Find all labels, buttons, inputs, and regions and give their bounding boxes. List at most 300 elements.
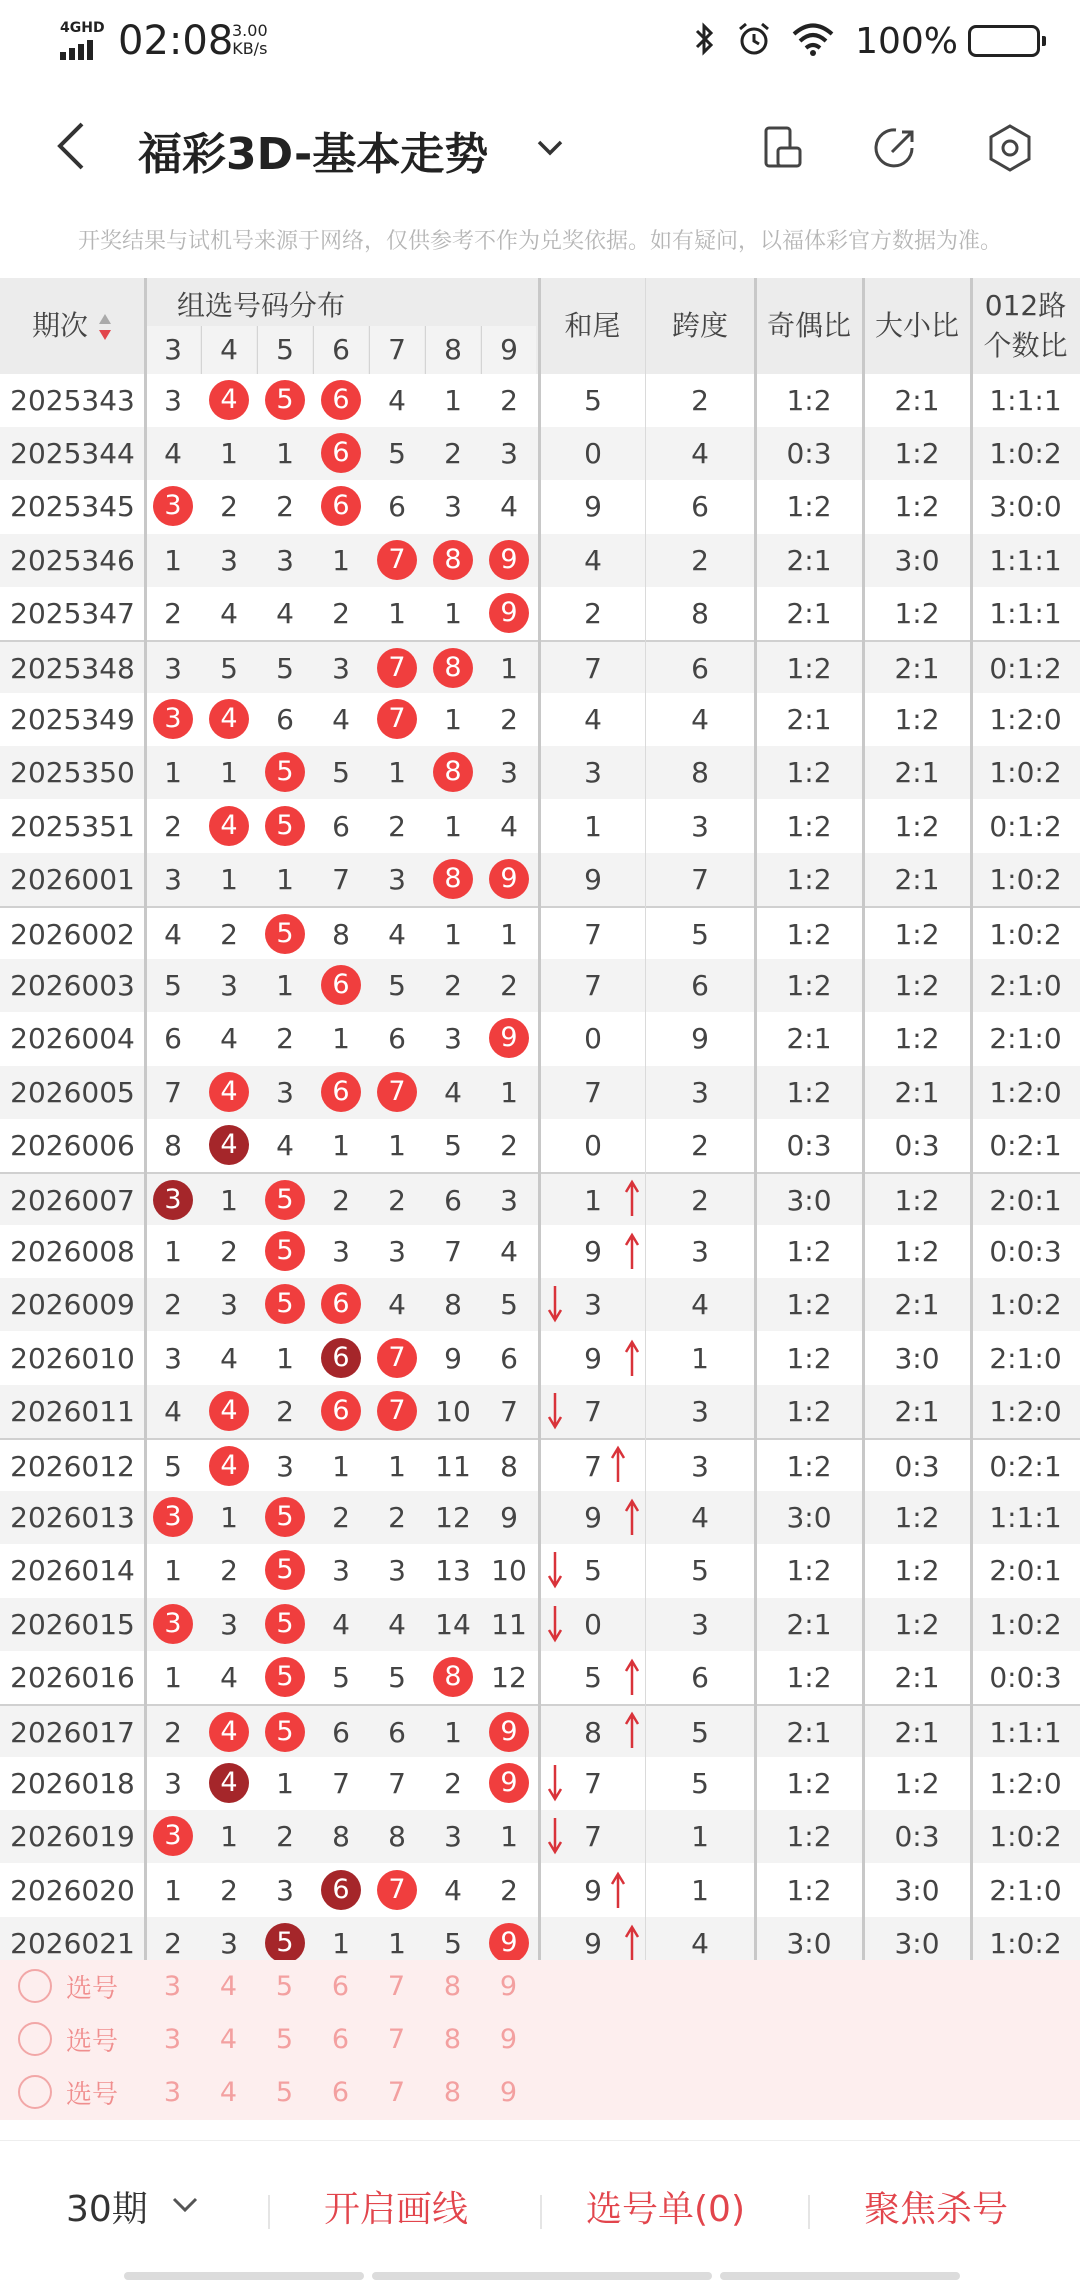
big-small-cell: 2:1 (894, 1660, 940, 1694)
omission-count-cell: 7 (332, 1767, 350, 1801)
omission-count-cell: 1 (388, 1128, 406, 1162)
big-small-cell: 2:1 (894, 652, 940, 685)
omission-count-cell: 9 (444, 1341, 462, 1375)
omission-count-cell: 4 (164, 437, 182, 471)
drawn-number-ball: 9 (489, 593, 529, 633)
portrait-phone-icon[interactable] (756, 120, 812, 176)
big-small-cell: 1:2 (894, 1235, 940, 1269)
omission-count-cell: 4 (500, 809, 518, 843)
status-bar (0, 0, 1080, 84)
big-small-header: 大小比 (874, 309, 959, 342)
big-small-cell: 1:2 (894, 703, 940, 737)
drawn-number-ball: 9 (489, 1018, 529, 1058)
period-cell: 2026008 (10, 1235, 135, 1269)
big-small-cell: 1:2 (894, 809, 940, 843)
digit-header: 7 (369, 326, 424, 374)
drawn-number-ball: 6 (321, 380, 361, 420)
omission-count-cell: 2 (276, 1820, 294, 1854)
odd-even-cell: 3:0 (786, 1926, 832, 1960)
big-small-cell: 1:2 (894, 490, 940, 524)
omission-count-cell: 2 (444, 1767, 462, 1801)
toolbar-divider (808, 2195, 810, 2229)
drawn-number-ball: 5 (265, 1604, 305, 1644)
trend-up-arrow-icon (622, 1497, 642, 1537)
omission-count-cell: 6 (388, 490, 406, 524)
omission-count-cell: 1 (220, 862, 238, 896)
omission-count-cell: 2 (164, 809, 182, 843)
odd-even-cell: 1:2 (786, 1288, 832, 1322)
chevron-down-icon[interactable] (170, 2193, 200, 2217)
odd-even-cell: 1:2 (786, 1235, 832, 1269)
omission-count-cell: 3 (388, 862, 406, 896)
span-cell: 4 (691, 1501, 709, 1535)
odd-even-cell: 1:2 (786, 384, 832, 417)
pick-digit[interactable]: 8 (443, 2077, 462, 2109)
pick-row (0, 2066, 1080, 2119)
period-cell: 2025346 (10, 543, 135, 577)
pick-digit[interactable]: 6 (331, 2077, 350, 2109)
big-small-cell: 2:1 (894, 1288, 940, 1322)
period-cell: 2026012 (10, 1450, 135, 1483)
period-cell: 2025344 (10, 437, 135, 471)
period-cell: 2026021 (10, 1926, 135, 1960)
omission-count-cell: 2 (444, 969, 462, 1003)
omission-count-cell: 5 (276, 652, 294, 685)
span-cell: 3 (691, 1235, 709, 1269)
omission-count-cell: 1 (388, 1926, 406, 1960)
drawn-number-ball: 5 (265, 1712, 305, 1752)
period-cell: 2026001 (10, 862, 135, 896)
home-indicator (720, 2272, 960, 2280)
column-divider (538, 278, 541, 2118)
omission-count-cell: 8 (444, 1288, 462, 1322)
sum-tail-cell: 5 (584, 1554, 602, 1588)
route-012-cell: 1:1:1 (989, 596, 1062, 630)
route-012-cell: 1:0:2 (989, 1607, 1062, 1641)
span-cell: 6 (691, 1660, 709, 1694)
pick-digit[interactable]: 5 (275, 2024, 294, 2056)
omission-count-cell: 1 (164, 1873, 182, 1907)
route-012-cell: 1:2:0 (989, 1394, 1062, 1428)
sum-tail-cell: 5 (584, 384, 602, 417)
route-012-cell: 0:0:3 (989, 1660, 1062, 1694)
pick-label: 选号 (66, 1974, 119, 2004)
span-cell: 2 (691, 1184, 709, 1217)
omission-count-cell: 3 (500, 437, 518, 471)
toolbar-divider (268, 2195, 270, 2229)
route-012-cell: 1:0:2 (989, 437, 1062, 471)
omission-count-cell: 2 (276, 490, 294, 524)
page-title[interactable]: 福彩3D-基本走势 (138, 129, 489, 180)
digit-header: 8 (425, 326, 480, 374)
drawn-number-ball: 9 (489, 1923, 529, 1963)
drawn-number-ball: 7 (377, 648, 417, 688)
pick-label: 选号 (66, 2027, 119, 2058)
omission-count-cell: 3 (444, 1820, 462, 1854)
pick-digit[interactable]: 8 (443, 2024, 462, 2056)
drawn-number-ball: 7 (377, 540, 417, 580)
span-cell: 4 (691, 437, 709, 471)
odd-even-cell: 1:2 (786, 1075, 832, 1109)
drawn-number-ball: 6 (321, 486, 361, 526)
odd-even-cell: 2:1 (786, 1716, 832, 1749)
omission-count-cell: 1 (332, 1926, 350, 1960)
drawn-number-ball: 3 (153, 1497, 193, 1537)
digit-header: 5 (257, 326, 312, 374)
omission-count-cell: 2 (164, 1716, 182, 1749)
pick-digit[interactable]: 9 (499, 1971, 518, 2002)
omission-count-cell: 1 (276, 862, 294, 896)
bluetooth-icon (693, 21, 717, 61)
big-small-cell: 1:2 (894, 1554, 940, 1588)
omission-count-cell: 3 (220, 1607, 238, 1641)
span-cell: 1 (691, 1341, 709, 1375)
network-speed (232, 22, 268, 58)
pick-digit[interactable]: 4 (219, 2077, 238, 2109)
home-indicator (124, 2272, 364, 2280)
pick-digit[interactable]: 3 (163, 2077, 182, 2109)
omission-count-cell: 3 (500, 756, 518, 790)
route-012-cell: 1:2:0 (989, 703, 1062, 737)
span-header: 跨度 (671, 309, 728, 342)
span-cell: 2 (691, 543, 709, 577)
sum-tail-cell: 0 (584, 1022, 602, 1056)
period-header[interactable] (0, 278, 145, 374)
period-cell: 2026017 (10, 1716, 135, 1749)
omission-count-cell: 3 (164, 1767, 182, 1801)
trend-up-arrow-icon (622, 1178, 642, 1218)
trend-up-arrow-icon (622, 1231, 642, 1271)
span-cell: 5 (691, 1716, 709, 1749)
sum-tail-cell: 4 (584, 543, 602, 577)
omission-count-cell: 5 (332, 756, 350, 790)
odd-even-cell: 2:1 (786, 1607, 832, 1641)
period-count-selector[interactable]: 30期 (66, 2189, 148, 2230)
route-012-cell: 2:1:0 (989, 1022, 1062, 1056)
omission-count-cell: 4 (164, 1394, 182, 1428)
drawn-number-ball: 6 (321, 433, 361, 473)
odd-even-cell: 0:3 (786, 1128, 832, 1162)
period-cell: 2026014 (10, 1554, 135, 1588)
omission-count-cell: 7 (388, 1767, 406, 1801)
period-cell: 2026009 (10, 1288, 135, 1322)
odd-even-cell: 1:2 (786, 490, 832, 524)
sum-tail-cell: 7 (584, 1820, 602, 1854)
sum-tail-cell: 9 (584, 1873, 602, 1907)
omission-count-cell: 4 (220, 1660, 238, 1694)
drawn-number-ball: 4 (209, 699, 249, 739)
omission-count-cell: 5 (164, 969, 182, 1003)
odd-even-cell: 1:2 (786, 1660, 832, 1694)
route-012-cell: 1:0:2 (989, 918, 1062, 951)
pick-digit[interactable]: 5 (275, 1971, 294, 2002)
trend-up-arrow-icon (622, 1338, 642, 1378)
omission-count-cell: 3 (276, 1873, 294, 1907)
group-distribution-label: 组选号码分布 (177, 289, 346, 322)
odd-even-cell: 3:0 (786, 1501, 832, 1535)
period-cell: 2026018 (10, 1767, 135, 1801)
omission-count-cell: 11 (491, 1607, 527, 1641)
pick-digit[interactable]: 8 (443, 1971, 462, 2002)
omission-count-cell: 2 (500, 384, 518, 417)
column-divider (970, 278, 973, 2118)
omission-count-cell: 3 (220, 543, 238, 577)
odd-even-cell: 1:2 (786, 1554, 832, 1588)
period-cell: 2026002 (10, 918, 135, 951)
big-small-cell: 3:0 (894, 543, 940, 577)
back-button[interactable] (48, 116, 98, 176)
pick-digit[interactable]: 9 (499, 2024, 518, 2056)
trend-down-arrow-icon (545, 1550, 565, 1590)
period-cell: 2026006 (10, 1128, 135, 1162)
span-cell: 5 (691, 1554, 709, 1588)
omission-count-cell: 3 (332, 1554, 350, 1588)
route-012-cell: 3:0:0 (989, 490, 1062, 524)
odd-even-cell: 1:2 (786, 1873, 832, 1907)
pick-digit[interactable]: 7 (387, 2024, 406, 2056)
trend-up-arrow-icon (608, 1444, 628, 1484)
focus-kill-button[interactable]: 聚焦杀号 (864, 2189, 1009, 2230)
omission-count-cell: 1 (388, 596, 406, 630)
signal-icon (58, 20, 106, 60)
chevron-down-icon[interactable] (530, 128, 570, 168)
omission-count-cell: 2 (332, 1184, 350, 1217)
omission-count-cell: 1 (276, 1341, 294, 1375)
pick-radio[interactable] (18, 1969, 52, 2003)
omission-count-cell: 5 (500, 1288, 518, 1322)
omission-count-cell: 1 (332, 543, 350, 577)
omission-count-cell: 1 (444, 384, 462, 417)
route-012-cell: 2:0:1 (989, 1184, 1062, 1217)
omission-count-cell: 4 (220, 596, 238, 630)
sum-tail-cell: 3 (584, 756, 602, 790)
route-012-cell: 2:0:1 (989, 1554, 1062, 1588)
home-indicator (372, 2272, 712, 2280)
omission-count-cell: 2 (220, 490, 238, 524)
odd-even-cell: 2:1 (786, 543, 832, 577)
bottom-toolbar (0, 2140, 1080, 2280)
drawn-number-ball: 6 (321, 1284, 361, 1324)
omission-count-cell: 1 (388, 756, 406, 790)
omission-count-cell: 12 (491, 1660, 527, 1694)
drawn-number-ball: 8 (433, 752, 473, 792)
odd-even-cell: 1:2 (786, 756, 832, 790)
omission-count-cell: 5 (444, 1128, 462, 1162)
drawn-number-ball: 9 (489, 1763, 529, 1803)
route-012-cell: 2:1:0 (989, 1341, 1062, 1375)
big-small-cell: 1:2 (894, 1767, 940, 1801)
period-cell: 2026015 (10, 1607, 135, 1641)
omission-count-cell: 3 (444, 490, 462, 524)
omission-count-cell: 2 (276, 1394, 294, 1428)
omission-count-cell: 2 (164, 1926, 182, 1960)
pick-digit[interactable]: 7 (387, 1971, 406, 2002)
drawn-number-ball: 5 (265, 752, 305, 792)
drawn-number-ball: 3 (153, 1604, 193, 1644)
period-cell: 2026004 (10, 1022, 135, 1056)
odd-even-header: 奇偶比 (766, 309, 851, 342)
trend-up-arrow-icon (608, 1870, 628, 1910)
omission-count-cell: 6 (332, 1716, 350, 1749)
period-cell: 2026010 (10, 1341, 135, 1375)
route-012-cell: 1:0:2 (989, 862, 1062, 896)
omission-count-cell: 3 (164, 1341, 182, 1375)
omission-count-cell: 12 (435, 1501, 471, 1535)
period-cell: 2026005 (10, 1075, 135, 1109)
drawn-number-ball: 7 (377, 1870, 417, 1910)
pick-digit[interactable]: 9 (499, 2077, 518, 2109)
route-012-cell: 2:1:0 (989, 969, 1062, 1003)
period-cell: 2026020 (10, 1873, 135, 1907)
big-small-cell: 2:1 (894, 1394, 940, 1428)
trend-down-arrow-icon (545, 1816, 565, 1856)
omission-count-cell: 1 (164, 543, 182, 577)
omission-count-cell: 2 (500, 1873, 518, 1907)
omission-count-cell: 2 (220, 1873, 238, 1907)
digit-header: 9 (481, 326, 536, 374)
sum-tail-cell: 3 (584, 1288, 602, 1322)
pick-digit[interactable]: 4 (219, 1971, 238, 2002)
sum-tail-cell: 8 (584, 1716, 602, 1749)
pick-digit[interactable]: 3 (163, 2024, 182, 2056)
span-cell: 8 (691, 596, 709, 630)
drawn-number-ball: 6 (321, 1391, 361, 1431)
omission-count-cell: 4 (444, 1075, 462, 1109)
sum-tail-cell: 1 (584, 1184, 602, 1217)
sum-tail-cell: 7 (584, 1075, 602, 1109)
omission-count-cell: 1 (164, 756, 182, 790)
group-distribution-header (145, 278, 540, 324)
period-cell: 2025343 (10, 384, 135, 417)
omission-count-cell: 4 (388, 384, 406, 417)
omission-count-cell: 2 (388, 1184, 406, 1217)
omission-count-cell: 3 (164, 652, 182, 685)
big-small-cell: 2:1 (894, 756, 940, 790)
sum-tail-cell: 1 (584, 809, 602, 843)
omission-count-cell: 2 (220, 1235, 238, 1269)
drawn-number-ball: 6 (321, 1072, 361, 1112)
trend-up-arrow-icon (622, 1923, 642, 1963)
omission-count-cell: 4 (444, 1873, 462, 1907)
omission-count-cell: 7 (444, 1235, 462, 1269)
drawn-number-ball: 5 (265, 1231, 305, 1271)
drawn-number-ball: 5 (265, 1497, 305, 1537)
route-012-header (971, 286, 1080, 366)
status-time: 02:08 (118, 18, 234, 64)
drawn-number-ball: 9 (489, 1712, 529, 1752)
drawn-number-ball: 7 (377, 1338, 417, 1378)
period-cell: 2025351 (10, 809, 135, 843)
drawn-number-ball: 3 (153, 699, 193, 739)
period-cell: 2026011 (10, 1394, 135, 1428)
period-cell: 2026013 (10, 1501, 135, 1535)
omission-count-cell: 8 (332, 918, 350, 951)
big-small-cell: 1:2 (894, 437, 940, 471)
omission-count-cell: 2 (500, 1128, 518, 1162)
omission-count-cell: 1 (276, 969, 294, 1003)
span-cell: 1 (691, 1873, 709, 1907)
big-small-cell: 1:2 (894, 1607, 940, 1641)
omission-count-cell: 2 (220, 918, 238, 951)
period-cell: 2025350 (10, 756, 135, 790)
odd-even-cell: 1:2 (786, 1450, 832, 1483)
span-cell: 6 (691, 652, 709, 685)
route-012-cell: 1:0:2 (989, 1820, 1062, 1854)
span-cell: 3 (691, 1607, 709, 1641)
big-small-cell: 0:3 (894, 1450, 940, 1483)
omission-count-cell: 1 (332, 1450, 350, 1483)
pick-list-button[interactable]: 选号单(0) (586, 2189, 745, 2230)
pick-digit[interactable]: 6 (331, 1971, 350, 2002)
odd-even-cell: 1:2 (786, 809, 832, 843)
drawn-number-ball: 7 (377, 1391, 417, 1431)
omission-count-cell: 2 (332, 596, 350, 630)
omission-count-cell: 5 (220, 652, 238, 685)
big-small-cell: 1:2 (894, 1022, 940, 1056)
share-icon[interactable] (868, 120, 924, 176)
sum-tail-cell: 9 (584, 1926, 602, 1960)
omission-count-cell: 3 (444, 1022, 462, 1056)
pick-digit[interactable]: 3 (163, 1971, 182, 2002)
sum-tail-cell: 9 (584, 1501, 602, 1535)
settings-icon[interactable] (982, 120, 1038, 176)
pick-digit[interactable]: 5 (275, 2077, 294, 2109)
big-small-cell: 3:0 (894, 1873, 940, 1907)
pick-radio[interactable] (18, 2022, 52, 2056)
disclaimer-text: 开奖结果与试机号来源于网络，仅供参考不作为兑奖依据。如有疑问，以福体彩官方数据为准。 (77, 229, 1002, 254)
drawn-number-ball: 5 (265, 806, 305, 846)
big-small-cell: 0:3 (894, 1128, 940, 1162)
sum-tail-cell: 9 (584, 490, 602, 524)
omission-count-cell: 2 (332, 1501, 350, 1535)
pick-digit[interactable]: 6 (331, 2024, 350, 2056)
route-012-cell: 0:2:1 (989, 1128, 1062, 1162)
span-cell: 5 (691, 918, 709, 951)
drawn-number-ball: 6 (321, 1870, 361, 1910)
omission-count-cell: 6 (500, 1341, 518, 1375)
pick-digit[interactable]: 7 (387, 2077, 406, 2109)
big-small-cell: 2:1 (894, 862, 940, 896)
big-small-cell: 2:1 (894, 1716, 940, 1749)
drawn-number-ball: 5 (265, 380, 305, 420)
odd-even-cell: 1:2 (786, 1820, 832, 1854)
odd-even-cell: 2:1 (786, 1022, 832, 1056)
big-small-cell: 2:1 (894, 384, 940, 417)
route-012-cell: 1:2:0 (989, 1075, 1062, 1109)
omission-count-cell: 4 (500, 490, 518, 524)
period-cell: 2026019 (10, 1820, 135, 1854)
pick-radio[interactable] (18, 2075, 52, 2109)
big-small-cell: 1:2 (894, 918, 940, 951)
omission-count-cell: 6 (444, 1184, 462, 1217)
drawn-number-ball: 3 (153, 486, 193, 526)
omission-count-cell: 14 (435, 1607, 471, 1641)
trend-up-arrow-icon (622, 1657, 642, 1697)
sort-icon (97, 312, 113, 342)
route-012-cell: 1:0:2 (989, 1288, 1062, 1322)
drawn-number-ball: 4 (209, 1072, 249, 1112)
route-012-sublabel: 个数比 (983, 329, 1068, 362)
span-cell: 2 (691, 384, 709, 417)
drawn-number-ball: 6 (321, 965, 361, 1005)
pick-digit[interactable]: 4 (219, 2024, 238, 2056)
drawn-number-ball: 4 (209, 1712, 249, 1752)
big-small-cell: 1:2 (894, 1501, 940, 1535)
span-cell: 3 (691, 809, 709, 843)
omission-count-cell: 6 (388, 1716, 406, 1749)
drawn-number-ball: 5 (265, 914, 305, 954)
draw-lines-button[interactable]: 开启画线 (324, 2189, 469, 2230)
